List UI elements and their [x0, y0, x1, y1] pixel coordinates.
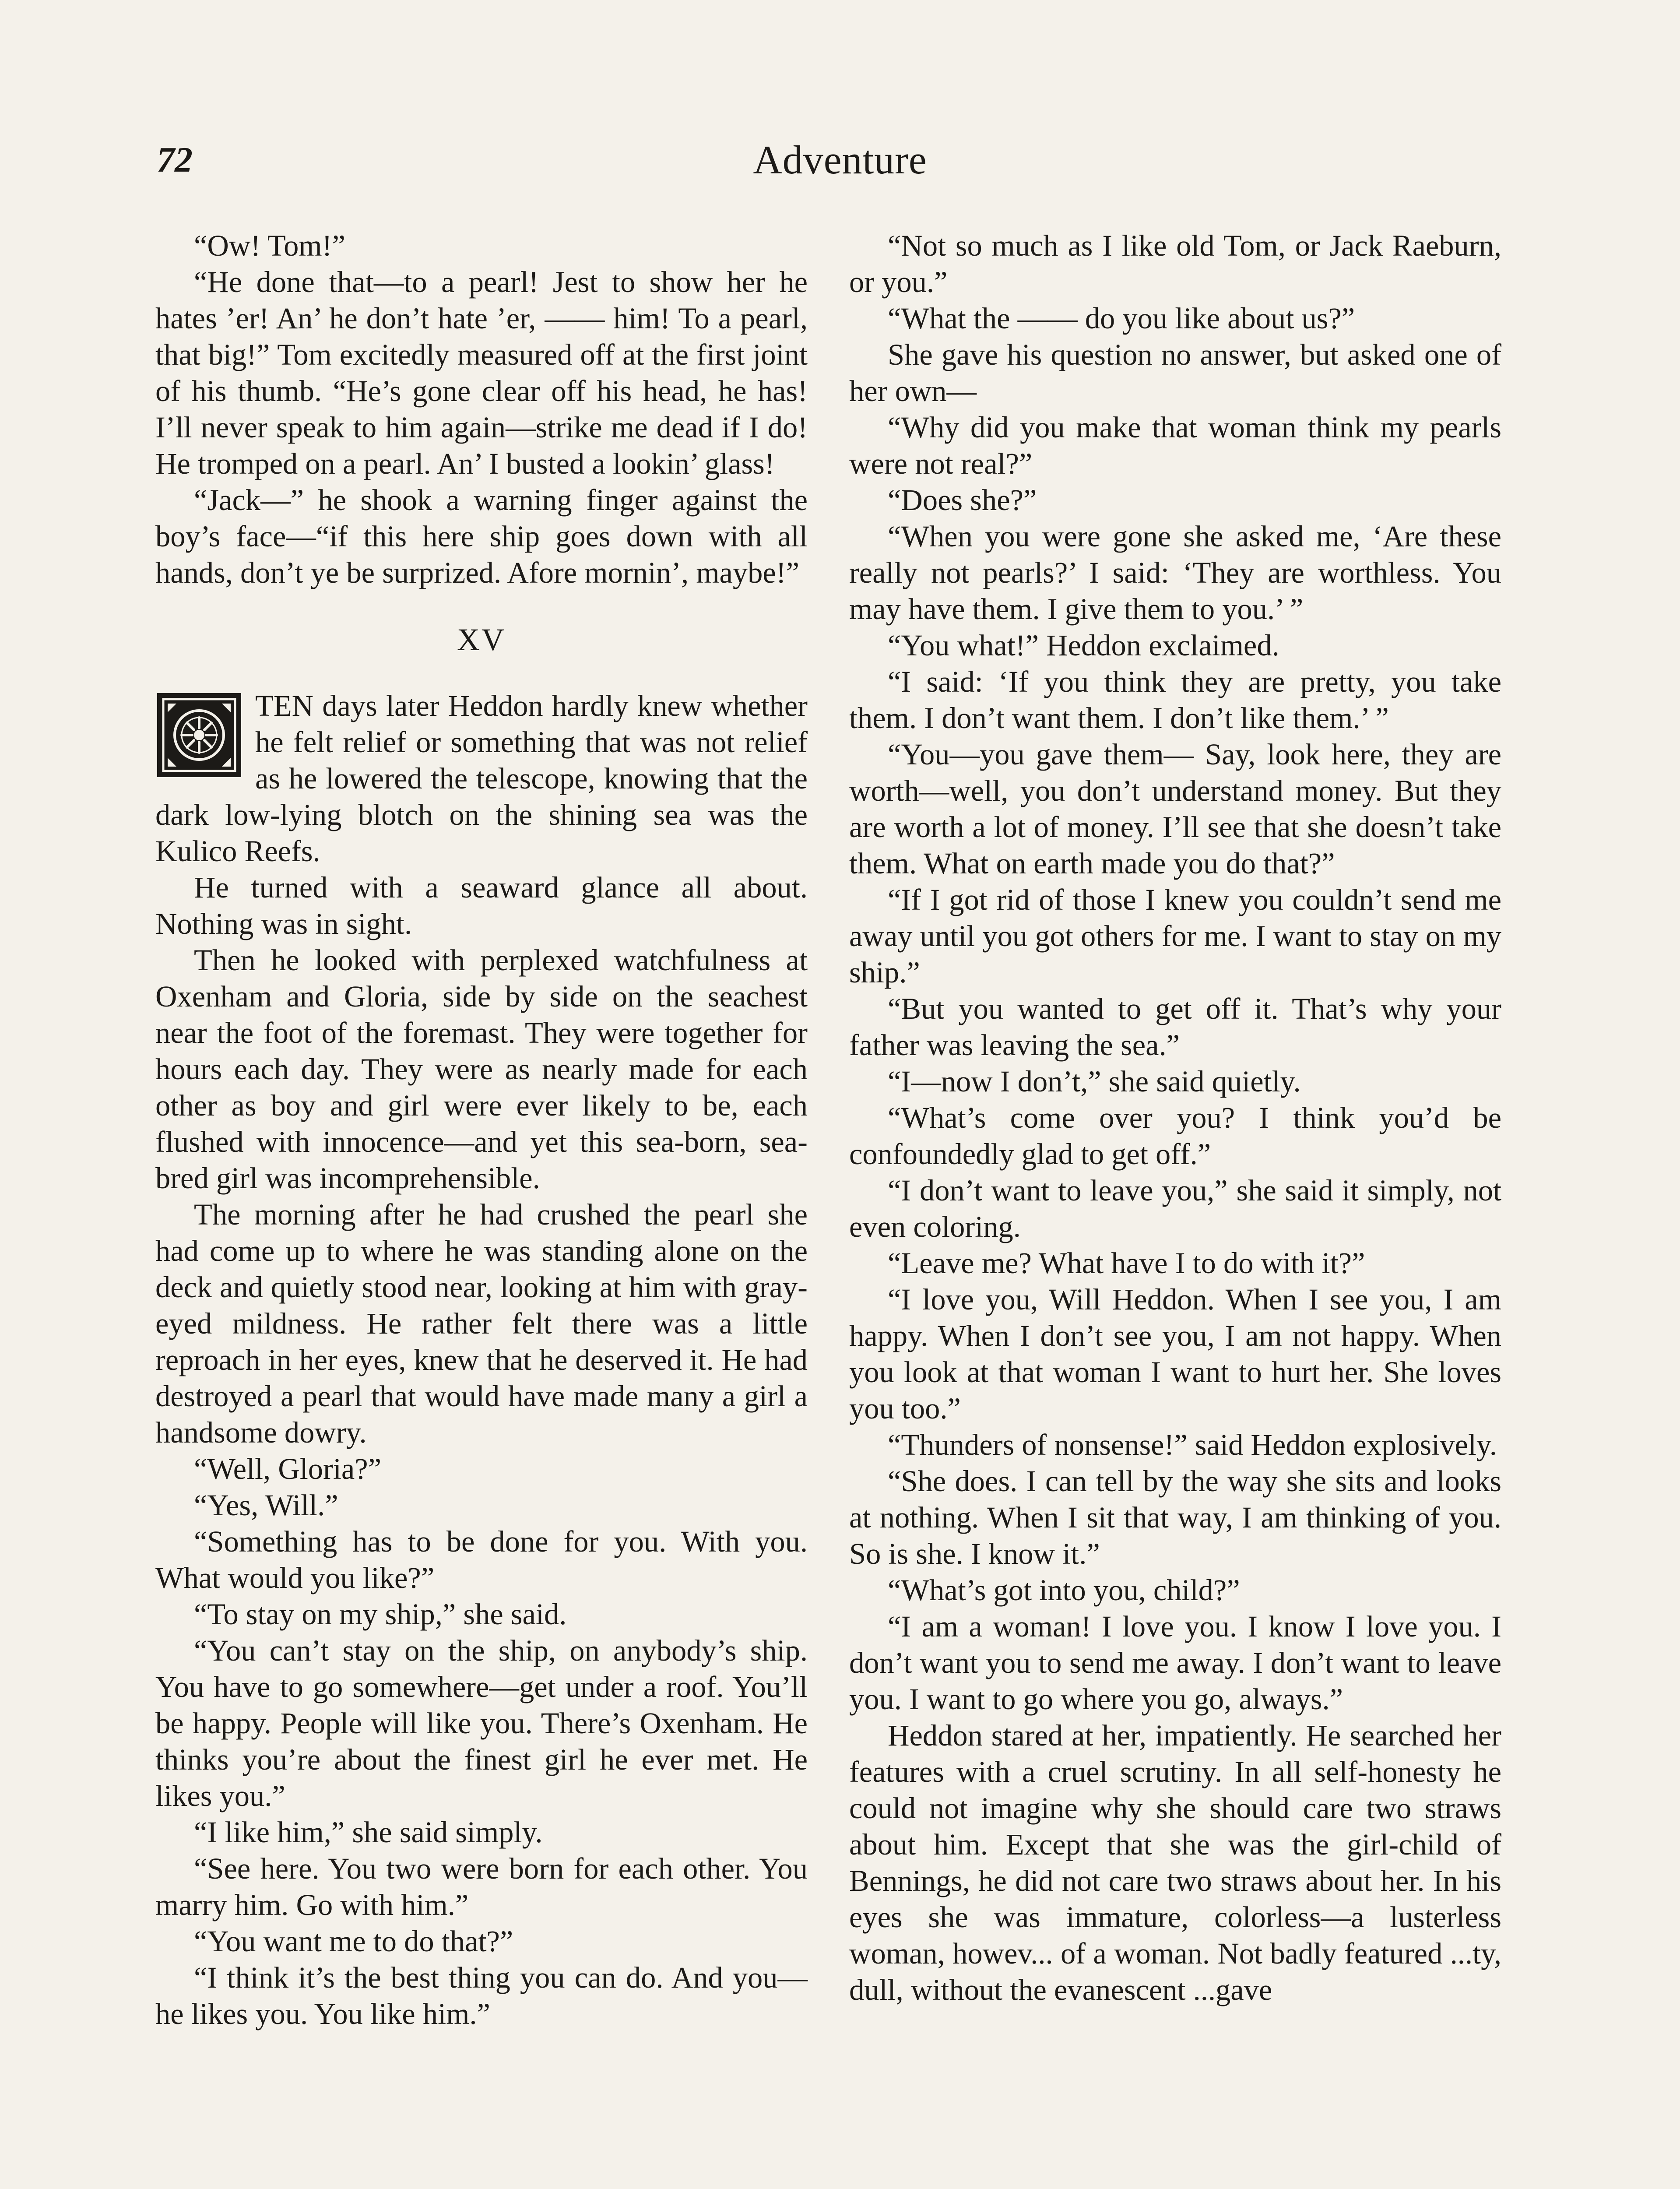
paragraph: “You what!” Heddon exclaimed.: [888, 629, 1279, 662]
paragraph: “I love you, Will Heddon. When I see you, I am happy. When I don’t see you, I am not happy. When you look at that woman I want to hurt her. She loves you too.”: [849, 1283, 1501, 1425]
paragraph: “You—you gave them— Say, look here, they are worth—well, you don’t understand money. But they are worth a lot of money. I’ll see that she doesn’t take them. What on earth made you do that?”: [849, 738, 1501, 880]
paragraph: “When you were gone she asked me, ‘Are these really not pearls?’ I said: ‘They are worthless. You may have them. I give them to you.’ ”: [849, 520, 1501, 626]
paragraph: He turned with a seaward glance all about. Nothing was in sight.: [155, 871, 808, 940]
paragraph: “I don’t want to leave you,” she said it simply, not even coloring.: [849, 1174, 1501, 1243]
paragraph: “If I got rid of those I knew you couldn’t send me away until you got others for me. I want to stay on my ship.”: [849, 883, 1501, 989]
paragraph: The morning after he had crushed the pearl she had come up to where he was standing alone on the deck and quietly stood near, looking at him with gray-eyed mildness. He rather felt there was a little reproach in her eyes, knew that he deserved it. He had destroyed a pearl that would have made many a girl a handsome dowry.: [155, 1198, 808, 1449]
paragraph: “Ow! Tom!”: [194, 229, 345, 262]
section-heading: XV: [457, 622, 506, 657]
paragraph: “What the —— do you like about us?”: [888, 302, 1355, 335]
paragraph: “Well, Gloria?”: [194, 1452, 382, 1485]
paragraph: She gave his question no answer, but asked one of her own—: [849, 338, 1501, 408]
dropcap-paragraph: [155, 688, 808, 869]
paragraph: “But you wanted to get off it. That’s why your father was leaving the sea.”: [849, 992, 1501, 1062]
paragraph: “To stay on my ship,” she said.: [194, 1598, 567, 1631]
ornamental-dropcap-icon: [155, 691, 243, 779]
paragraph: “She does. I can tell by the way she sits and looks at nothing. When I sit that way, I am thinking of you. So is she. I know it.”: [849, 1464, 1501, 1570]
paragraph: “Thunders of nonsense!” said Heddon explosively.: [888, 1428, 1497, 1461]
paragraph: “See here. You two were born for each other. You marry him. Go with him.”: [155, 1852, 808, 1922]
paragraph: “What’s got into you, child?”: [888, 1573, 1240, 1607]
paragraph: “I said: ‘If you think they are pretty, you take them. I don’t want them. I don’t like them.’ ”: [849, 665, 1501, 735]
paragraph: “Something has to be done for you. With you. What would you like?”: [155, 1525, 808, 1594]
right-column: [849, 228, 1501, 2008]
running-head: Adventure: [753, 137, 927, 182]
paragraph: “He done that—to a pearl! Jest to show her he hates ’er! An’ he don’t hate ’er, —— him! To a pearl, that big!” Tom excitedly measured off at the first joint of his thumb. “He’s gone clear off his head, he has! I’ll never speak to him again—strike me dead if I do! He tromped on a pearl. An’ I busted a lookin’ glass!: [155, 265, 808, 480]
left-column: [155, 228, 808, 2032]
paragraph: “Does she?”: [888, 483, 1037, 517]
page-number: 72: [157, 140, 193, 179]
paragraph: “Leave me? What have I to do with it?”: [888, 1246, 1365, 1280]
paragraph: Heddon stared at her, impatiently. He searched her features with a cruel scrutiny. In all self-honesty he could not imagine why she should care two straws about him. Except that she was the girl-child of Bennings, he did not care two straws about her. In his eyes she was immature, colorless—a lusterless woman, howev... of a woman. Not badly featured ...ty, dull, without the evanescent ...gave: [849, 1719, 1501, 2006]
paragraph: “You want me to do that?”: [194, 1925, 513, 1958]
paragraph: “I think it’s the best thing you can do. And you—he likes you. You like him.”: [155, 1961, 808, 2031]
paragraph: “Why did you make that woman think my pearls were not real?”: [849, 411, 1501, 480]
paragraph: “Yes, Will.”: [194, 1489, 338, 1522]
paragraph: “I like him,” she said simply.: [194, 1816, 543, 1849]
paragraph: “What’s come over you? I think you’d be confoundedly glad to get off.”: [849, 1101, 1501, 1171]
paragraph: Then he looked with perplexed watchfulness at Oxenham and Gloria, side by side on the seachest near the foot of the foremast. They were together for hours each day. They were as nearly made for each other as boy and girl were ever likely to be, each flushed with innocence—and yet this sea-born, sea-bred girl was incomprehensible.: [155, 943, 808, 1195]
paragraph: “I—now I don’t,” she said quietly.: [888, 1065, 1301, 1098]
paragraph: “Jack—” he shook a warning finger against the boy’s face—“if this here ship goes down with all hands, don’t ye be surprized. Afore mornin’, maybe!”: [155, 483, 808, 589]
paragraph: “You can’t stay on the ship, on anybody’s ship. You have to go somewhere—get under a roof. You’ll be happy. People will like you. There’s Oxenham. He thinks you’re about the finest girl he ever met. He likes you.”: [155, 1634, 808, 1812]
dropcap-paragraph-text: TEN days later Heddon hardly knew whether he felt relief or something that was not relief as he lowered the telescope, knowing that the dark low-lying blotch on the shining sea was the Kulico Reefs.: [155, 689, 808, 868]
paragraph: “I am a woman! I love you. I know I love you. I don’t want you to send me away. I don’t want to leave you. I want to go where you go, always.”: [849, 1610, 1501, 1716]
paragraph: “Not so much as I like old Tom, or Jack Raeburn, or you.”: [849, 229, 1501, 299]
